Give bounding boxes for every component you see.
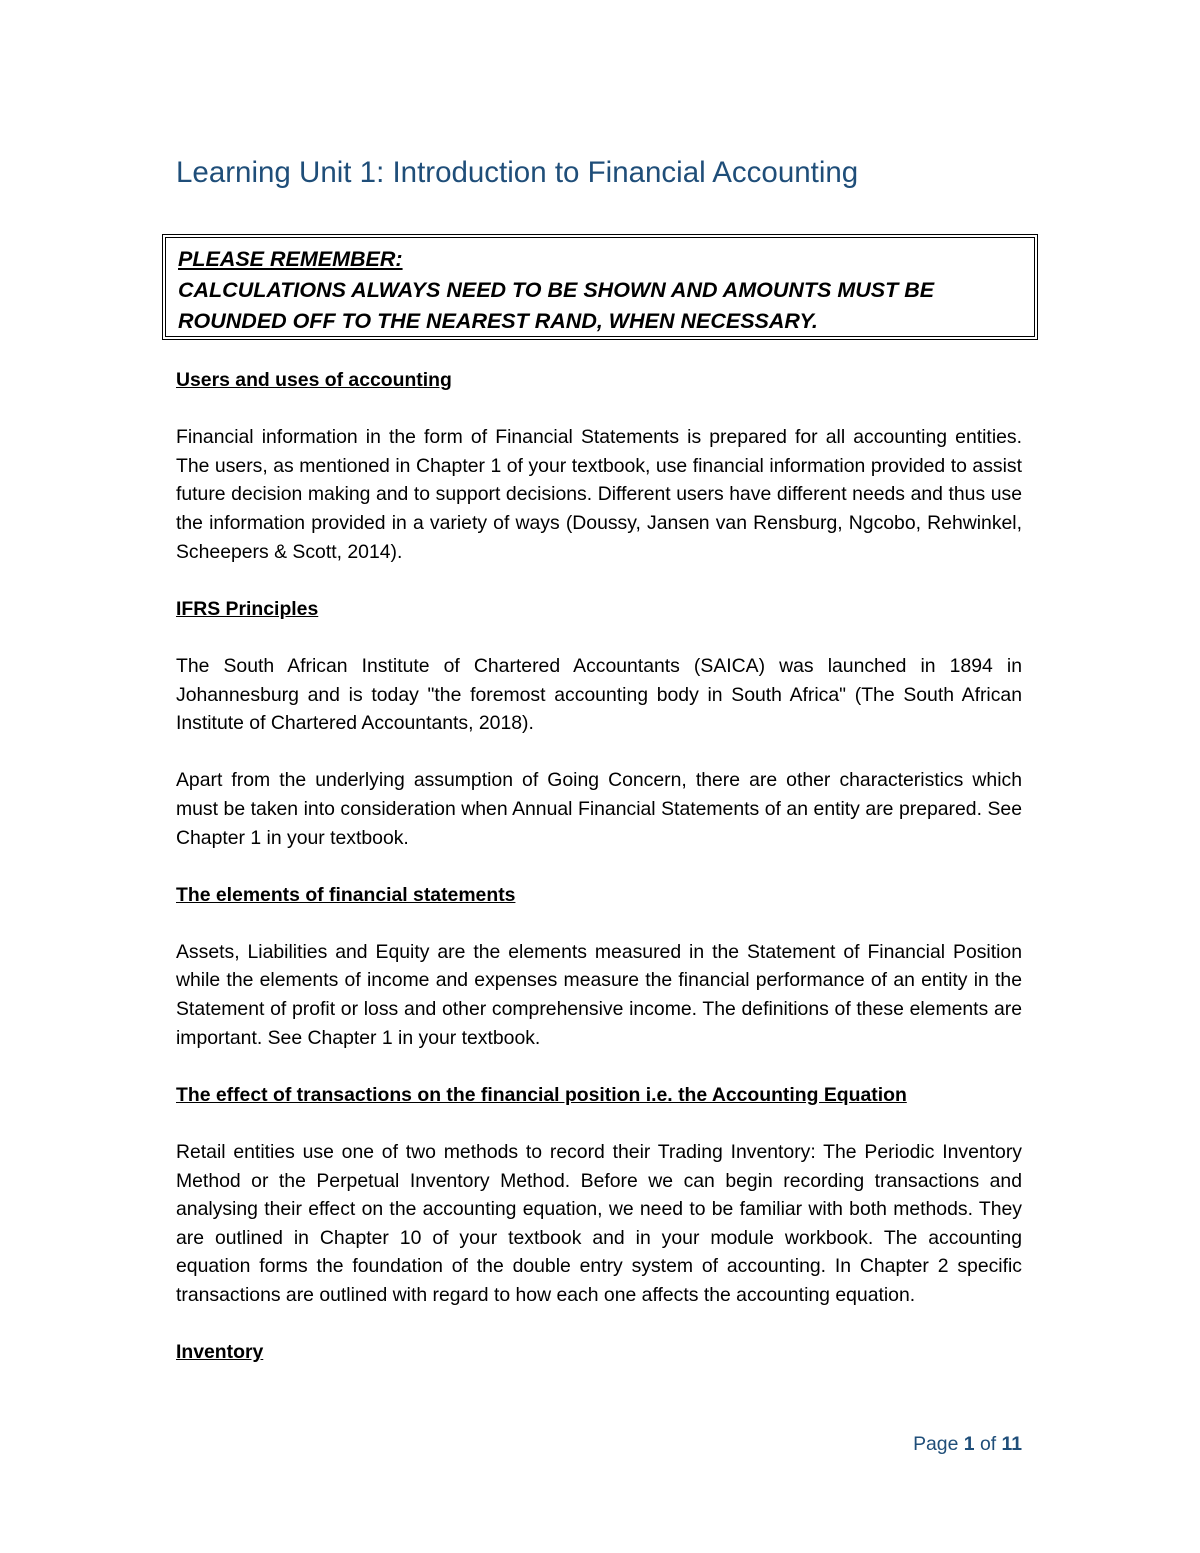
paragraph-accounting-equation: Retail entities use one of two methods to record their Trading Inventory: The Periodic Inventory Method or the Perpetual Inventory Method. Before we can begin recording transactions and analysing their effect on the accounting equation, we need to be familiar with both methods. They are outlined in Chapter 10 of your textbook and in your module workbook. The accounting equation forms the foundation of the double entry system of accounting. In Chapter 2 specific transactions are outlined with regard to how each one affects the accounting equation. [176, 1141, 1022, 1306]
section-heading-ifrs: IFRS Principles [176, 597, 319, 620]
paragraph-going-concern: Apart from the underlying assumption of Going Concern, there are other characteristics which must be taken into consideration when Annual Financial Statements of an entity are prepared. See Chapter 1 in your textbook. [176, 769, 1022, 849]
footer-page-label: Page [913, 1433, 959, 1455]
reminder-text: CALCULATIONS ALWAYS NEED TO BE SHOWN AND AMOUNTS MUST BE ROUNDED OFF TO THE NEAREST RAND, WHEN NECESSARY. [178, 278, 935, 333]
spacer [176, 395, 1022, 424]
page-title: Learning Unit 1: Introduction to Financial Accounting [176, 156, 859, 189]
spacer [176, 623, 1022, 652]
section-heading-accounting-equation: The effect of transactions on the financial position i.e. the Accounting Equation [176, 1083, 907, 1106]
footer-total-pages: 11 [1001, 1433, 1022, 1455]
paragraph-elements: Assets, Liabilities and Equity are the elements measured in the Statement of Financial Position while the elements of income and expenses measure the financial performance of an entity in the Statement of profit or loss and other comprehensive income. The definitions of these elements are important. See Chapter 1 in your textbook. [176, 940, 1022, 1049]
paragraph-saica: The South African Institute of Chartered Accountants (SAICA) was launched in 1894 in Johannesburg and is today "the foremost accounting body in South Africa" (The South African Institute of Chartered Accountants, 2018). [176, 654, 1022, 735]
spacer [176, 566, 1022, 595]
page-footer [913, 1433, 1022, 1456]
paragraph-users: Financial information in the form of Financial Statements is prepared for all accounting entities. The users, as mentioned in Chapter 1 of your textbook, use financial information provided to assist future decision making and to support decisions. Different users have different needs and thus use the information provided in a variety of ways (Doussy, Jansen van Rensburg, Ngcobo, Rehwinkel, Scheepers & Scott, 2014). [176, 426, 1022, 563]
reminder-box [162, 234, 1038, 340]
reminder-heading: PLEASE REMEMBER: [178, 247, 403, 271]
section-heading-users: Users and uses of accounting [176, 369, 452, 391]
footer-of-label: of [979, 1433, 997, 1455]
spacer [176, 1310, 1022, 1339]
section-heading-elements: The elements of financial statements [176, 883, 516, 906]
spacer [176, 738, 1022, 767]
spacer [176, 1109, 1022, 1138]
reminder-content [178, 244, 1026, 337]
footer-current-page: 1 [963, 1433, 975, 1455]
spacer [176, 909, 1022, 938]
spacer [176, 852, 1022, 881]
spacer [176, 1052, 1022, 1081]
section-heading-inventory: Inventory [176, 1341, 264, 1364]
document-body [176, 366, 1022, 1367]
